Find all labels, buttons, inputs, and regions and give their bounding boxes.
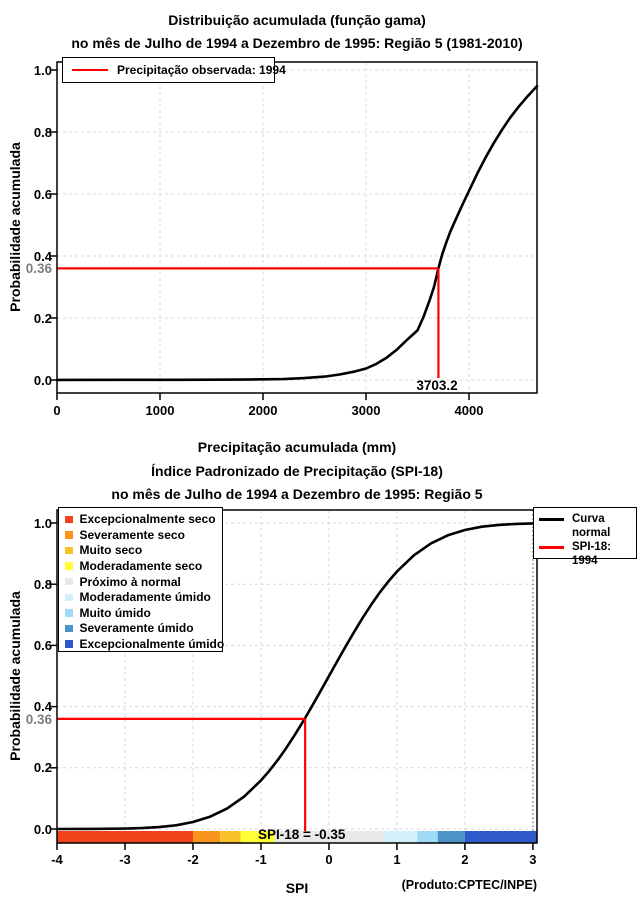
y-tick-label: 0.0 (33, 821, 52, 837)
x-tick-label: -2 (187, 852, 199, 867)
category-legend-item (65, 512, 222, 528)
category-color-swatch-icon (65, 625, 73, 633)
x-tick-label: 3000 (351, 403, 381, 418)
category-color-swatch-icon (65, 547, 73, 555)
top-chart-subtitle: no mês de Julho de 1994 a Dezembro de 1995: Região 5 (1981-2010) (71, 35, 523, 51)
top-chart-prob-annotation: 0.36 (25, 261, 52, 276)
category-legend-item (65, 527, 222, 543)
red-line-sample-icon (539, 546, 564, 549)
category-label: Moderadamente seco (79, 559, 203, 574)
top-chart-value-annotation: 3703.2 (416, 378, 458, 393)
y-tick-label: 0.4 (33, 248, 52, 264)
category-legend-item (65, 558, 222, 574)
category-label: Muito úmido (79, 605, 151, 620)
category-color-swatch-icon (65, 562, 73, 570)
x-tick-label: 1000 (145, 403, 175, 418)
bottom-chart-subtitle: no mês de Julho de 1994 a Dezembro de 1995: Região 5 (111, 486, 483, 502)
y-tick-label: 0.8 (33, 124, 52, 140)
category-legend-item (65, 621, 222, 637)
normal-curve-label: Curva normal (572, 513, 611, 539)
y-tick-label: 0.2 (33, 760, 52, 776)
category-color-swatch-icon (65, 578, 73, 586)
data-curves (57, 86, 537, 829)
bottom-chart-spi-annotation: SPI-18 = -0.35 (258, 827, 346, 842)
bottom-chart-y-axis-label: Probabilidade acumulada (7, 591, 23, 761)
spi-category-segment (465, 831, 537, 843)
category-label: Excepcionalmente úmido (79, 637, 225, 652)
category-label: Severamente seco (79, 527, 185, 542)
y-tick-label: 0.0 (33, 372, 52, 388)
category-color-swatch-icon (65, 531, 73, 539)
y-tick-label: 1.0 (33, 62, 52, 78)
spi-series-label: SPI-18: 1994 (572, 541, 611, 567)
x-tick-label: -4 (51, 852, 63, 867)
category-legend-item (65, 636, 225, 652)
category-label: Próximo à normal (79, 574, 181, 589)
bottom-chart-x-axis-label: SPI (285, 880, 309, 896)
x-tick-label: 1 (393, 852, 401, 867)
axes-and-frames (50, 62, 537, 850)
category-label: Moderadamente úmido (79, 590, 211, 605)
spi-category-segment (417, 831, 437, 843)
category-legend-item (65, 605, 222, 621)
top-legend-label: Precipitação observada: 1994 (117, 63, 286, 77)
x-tick-label: 0 (325, 852, 333, 867)
cdf-curve (57, 86, 537, 380)
y-tick-label: 0.2 (33, 310, 52, 326)
bottom-chart-prob-annotation: 0.36 (25, 712, 52, 727)
category-label: Excepcionalmente seco (79, 512, 216, 527)
top-chart-x-axis-label: Precipitação acumulada (mm) (197, 439, 397, 455)
spi-category-segment (438, 831, 465, 843)
category-label: Severamente úmido (79, 621, 194, 636)
category-label: Muito seco (79, 543, 143, 558)
category-color-swatch-icon (65, 594, 73, 602)
category-legend-item (65, 589, 222, 605)
x-tick-label: 0 (53, 403, 61, 418)
x-tick-label: 2000 (248, 403, 278, 418)
bottom-chart-legend (533, 507, 637, 567)
x-tick-label: 3 (529, 852, 537, 867)
y-tick-label: 0.8 (33, 576, 52, 592)
category-color-swatch-icon (65, 640, 73, 648)
x-tick-label: 2 (461, 852, 469, 867)
category-color-swatch-icon (65, 516, 73, 524)
x-tick-label: -3 (119, 852, 131, 867)
top-chart-y-axis-label: Probabilidade acumulada (7, 142, 23, 312)
spi-category-legend (58, 507, 223, 652)
black-line-sample-icon (539, 518, 564, 521)
bottom-chart-title: Índice Padronizado de Precipitação (SPI-18) (151, 463, 443, 479)
top-chart-title: Distribuição acumulada (função gama) (168, 12, 426, 28)
y-tick-label: 0.6 (33, 186, 52, 202)
y-tick-label: 1.0 (33, 515, 52, 531)
spi-category-segment (193, 831, 220, 843)
category-color-swatch-icon (65, 609, 73, 617)
x-tick-label: -1 (255, 852, 267, 867)
top-chart-legend (62, 57, 286, 83)
x-tick-label: 4000 (454, 403, 484, 418)
spi-category-segment (57, 831, 193, 843)
spi-category-segment (220, 831, 240, 843)
y-tick-label: 0.4 (33, 699, 52, 715)
legend-row-normal-curve (539, 513, 636, 540)
plot-frame (57, 62, 537, 393)
y-tick-label: 0.6 (33, 637, 52, 653)
legend-row-spi (539, 541, 636, 568)
spi-category-segment (383, 831, 417, 843)
product-credit: (Produto:CPTEC/INPE) (401, 878, 537, 892)
category-legend-item (65, 574, 222, 590)
red-line-sample-icon (72, 69, 108, 72)
category-legend-item (65, 543, 222, 559)
